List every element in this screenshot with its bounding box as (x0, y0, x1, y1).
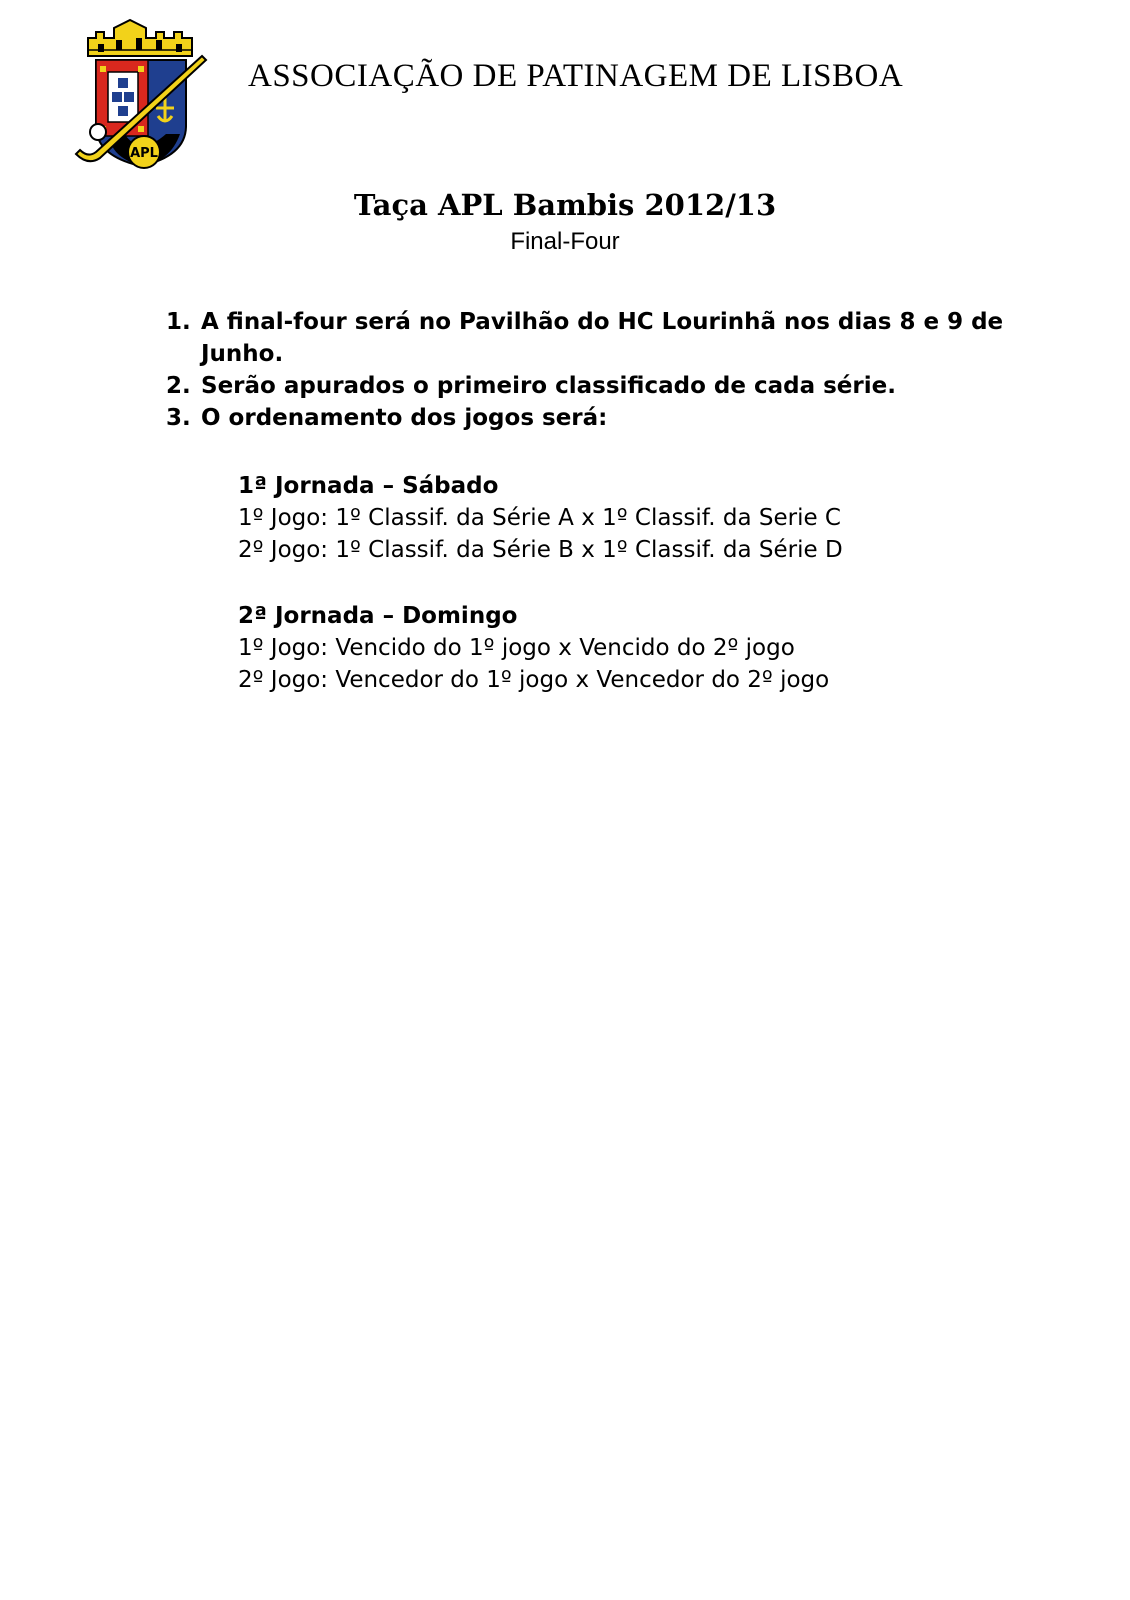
list-item (166, 306, 1066, 370)
document-subtitle: Final-Four (510, 228, 620, 255)
list-text: A final-four será no Pavilhão do HC Lourinhã nos dias 8 e 9 de Junho. (201, 309, 1004, 367)
round-1-schedule (238, 470, 1038, 566)
list-number: 1. (166, 309, 191, 335)
round-heading: 2ª Jornada – Domingo (238, 603, 518, 629)
logo-label: APL (130, 146, 158, 161)
organization-name: ASSOCIAÇÃO DE PATINAGEM DE LISBOA (248, 58, 904, 94)
ball-icon (90, 124, 106, 140)
apl-logo (70, 16, 216, 172)
game-line: 1º Jogo: Vencido do 1º jogo x Vencido do 2º jogo (238, 635, 795, 661)
mural-crown-icon (88, 20, 192, 56)
list-text: Serão apurados o primeiro classificado de cada série. (201, 373, 896, 399)
list-text: O ordenamento dos jogos será: (201, 405, 608, 431)
game-line: 2º Jogo: Vencedor do 1º jogo x Vencedor do 2º jogo (238, 667, 830, 693)
list-number: 3. (166, 405, 191, 431)
round-2-schedule (238, 600, 1038, 696)
list-item (166, 370, 1066, 402)
game-line: 1º Jogo: 1º Classif. da Série A x 1º Classif. da Serie C (238, 505, 841, 531)
numbered-list (166, 306, 1066, 434)
game-line: 2º Jogo: 1º Classif. da Série B x 1º Classif. da Série D (238, 537, 843, 563)
list-number: 2. (166, 373, 191, 399)
list-item (166, 402, 1066, 434)
apl-crest-icon (70, 16, 216, 172)
round-heading: 1ª Jornada – Sábado (238, 473, 499, 499)
document-title: Taça APL Bambis 2012/13 (353, 188, 777, 222)
